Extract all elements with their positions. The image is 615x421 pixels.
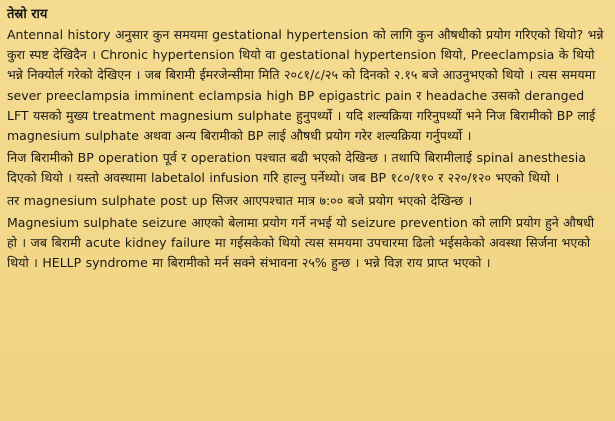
paragraph-4: Magnesium sulphate seizure आएको बेलामा प्रयोग गर्ने नभई यो seizure prevention को लागि प्रयोग हुने औषधी हो । जब बिरामी acute kidney failure मा गईसकेको थियो त्यस समयमा उपचारमा ढिलो भईसकेको अवस्था सिर्जना भएको थियो । HELLP syndrome मा बिरामीको मर्न सक्ने संभावना २५% हुन्छ । भन्ने विज्ञ राय प्राप्त भएको । bbox=[7, 214, 595, 271]
paragraph-3: तर magnesium sulphate post up सिजर आएपश्चात मात्र ७:०० बजे प्रयोग भएको देखिन्छ । bbox=[7, 192, 473, 208]
paragraph-1: Antennal history अनुसार कुन समयमा gestational hypertension को लागि कुन औषधीको प्रयोग गरिएको थियो? भन्ने कुरा स्पष्ट देखिदैन । Chronic hypertension थियो वा gestational hypertension थियो, Preeclampsia के थियो भन्ने निक्योर्ल गरेको देखिएन । जब बिरामी ईमरजेन्सीमा मिति २०८१/८/२५ को दिनको २.१५ बजे आउनुभएको थियो । त्यस समयमा sever preeclampsia imminent eclampsia high BP epigastric pain र headache उसको deranged LFT यसको मुख्य treatment magnesium sulphate हुनुपर्थ्यो । यदि शल्यक्रिया गरिनुपर्थ्यो भने निज बिरामीको BP लाई magnesium sulphate अथवा अन्य बिरामीको BP लाई औषधी प्रयोग गरेर शल्यक्रिया गर्नुपर्थ्यो । bbox=[7, 27, 604, 144]
paragraph-2: निज बिरामीको BP operation पूर्व र operation पश्चात बढी भएको देखिन्छ । तथापि बिरामीलाई spinal anesthesia दिएको थियो । यस्तो अवस्थामा labetalol infusion गरि हाल्नु पर्नेथ्यो। जब BP १८०/११० र २२०/१२० भएको थियो । bbox=[7, 150, 586, 186]
section-heading: तेस्रो राय bbox=[7, 7, 48, 22]
